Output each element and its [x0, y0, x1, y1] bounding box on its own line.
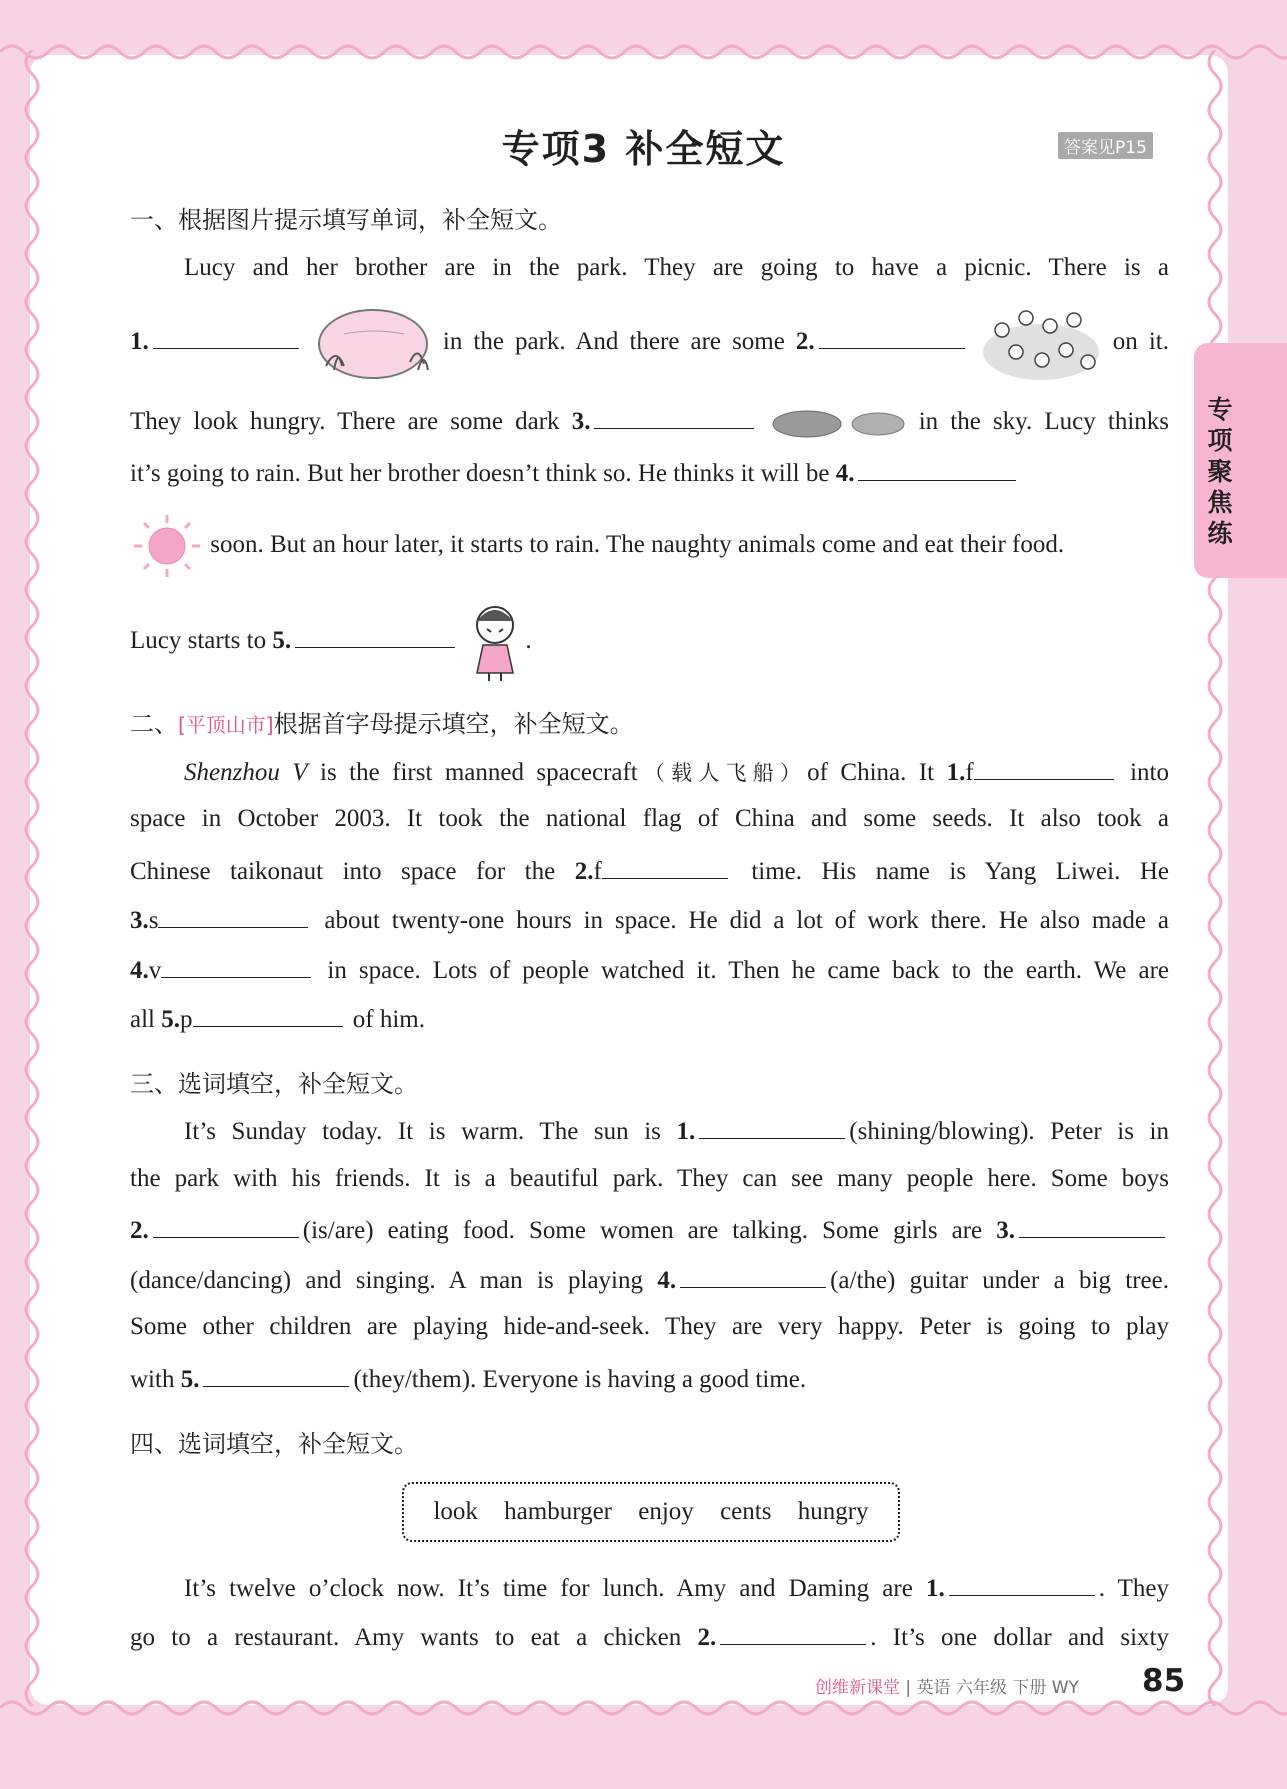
s3-line-1: It’s Sunday today. It is warm. The sun is 1. (shining/blowing). Peter is in [130, 1112, 1169, 1149]
blank-s2-5[interactable] [193, 1000, 343, 1027]
side-tab-label: 专项聚焦练 [1207, 395, 1233, 548]
blank-s1-3[interactable] [594, 402, 754, 429]
word-bank-item: enjoy [638, 1498, 694, 1525]
blank-s1-4[interactable] [858, 454, 1016, 481]
s3-line-4: (dance/dancing) and singing. A man is playing 4. (a/the) guitar under a big tree. [130, 1261, 1169, 1298]
s1-line-3: They look hungry. There are some dark 3. in the sky. Lucy thinks [130, 402, 1169, 439]
s1-line-4: it’s going to rain. But her brother doesn’t think so. He thinks it will be 4. [130, 454, 1169, 491]
blank-s1-2[interactable] [819, 322, 965, 349]
s4-line-1: It’s twelve o’clock now. It’s time for lunch. Amy and Daming are 1. . They [130, 1569, 1169, 1606]
blank-s4-2[interactable] [720, 1618, 866, 1645]
page-title: 专项3 补全短文 [501, 127, 786, 171]
page-number: 85 [1142, 1663, 1186, 1699]
word-bank-box [402, 1482, 900, 1542]
s2-line-1: Shenzhou V is the first manned spacecraft（载人飞船）of China. It 1.f into [130, 753, 1169, 790]
s1-line-1: Lucy and her brother are in the park. They are going to have a picnic. There is a [184, 254, 1169, 281]
wavy-border-right [1195, 50, 1235, 1710]
s3-line-3: 2. (is/are) eating food. Some women are talking. Some girls are 3. [130, 1211, 1169, 1248]
word-bank-item: cents [720, 1498, 772, 1525]
answer-reference-badge: 答案见P15 [1058, 132, 1153, 159]
s3-line-2: the park with his friends. It is a beautiful park. They can see many people here. Some boys [130, 1165, 1169, 1192]
footer-brand: 创维新课堂 [815, 1678, 900, 1698]
blank-s2-3[interactable] [158, 901, 308, 928]
s1-line-6: Lucy starts to 5. . [130, 600, 1169, 682]
s2-line-4: 3.s about twenty-one hours in space. He did a lot of work there. He also made a [130, 901, 1169, 938]
footer-info [815, 1673, 1079, 1698]
blank-s2-2[interactable] [602, 852, 728, 879]
blank-s3-1[interactable] [699, 1112, 845, 1139]
s2-line-5: 4.v in space. Lots of people watched it. Then he came back to the earth. We are [130, 951, 1169, 988]
section-2-heading: 二、[平顶山市]根据首字母提示填空，补全短文。 [130, 710, 634, 738]
blank-s3-4[interactable] [680, 1261, 826, 1288]
wavy-border-top [0, 32, 1287, 72]
footer-book-info: | 英语 六年级 下册 WY [905, 1678, 1079, 1698]
blank-s3-5[interactable] [203, 1360, 349, 1387]
section-3-heading: 三、选词填空，补全短文。 [130, 1070, 418, 1098]
blank-s2-1[interactable] [974, 753, 1114, 780]
pond-icon [314, 304, 432, 382]
blank-s2-4[interactable] [161, 951, 311, 978]
word-bank-item: hamburger [504, 1498, 613, 1525]
s1-line-2: 1. in the park. And there are some 2. on it. [130, 302, 1169, 382]
wavy-border-bottom [0, 1688, 1287, 1728]
s1-line-5: soon. But an hour later, it starts to rain. The naughty animals come and eat their food. [130, 510, 1169, 580]
s4-line-2: go to a restaurant. Amy wants to eat a chicken 2. . It’s one dollar and sixty [130, 1618, 1169, 1655]
region-tag: [平顶山市] [178, 713, 274, 737]
blank-s3-3[interactable] [1019, 1211, 1165, 1238]
section-1-heading: 一、根据图片提示填写单词，补全短文。 [130, 206, 562, 234]
sun-icon [130, 511, 204, 581]
s3-line-5: Some other children are playing hide-and-seek. They are very happy. Peter is going to play [130, 1313, 1169, 1340]
crying-girl-icon [465, 601, 525, 683]
blank-s1-1[interactable] [153, 322, 299, 349]
s2-line-6: all 5.p of him. [130, 1000, 1169, 1037]
word-bank-item: look [433, 1498, 478, 1525]
blank-s3-2[interactable] [153, 1211, 299, 1238]
s3-line-6: with 5. (they/them). Everyone is having a good time. [130, 1360, 1169, 1397]
section-4-heading: 四、选词填空，补全短文。 [130, 1430, 418, 1458]
dark-clouds-icon [771, 407, 907, 439]
s2-line-3: Chinese taikonaut into space for the 2.f time. His name is Yang Liwei. He [130, 852, 1169, 889]
s2-line-2: space in October 2003. It took the national flag of China and some seeds. It also took a [130, 805, 1169, 832]
blank-s1-5[interactable] [295, 621, 455, 648]
word-bank-item: hungry [797, 1498, 869, 1525]
blank-s4-1[interactable] [949, 1569, 1095, 1596]
wavy-border-left [12, 50, 52, 1710]
ducks-icon [980, 304, 1102, 382]
